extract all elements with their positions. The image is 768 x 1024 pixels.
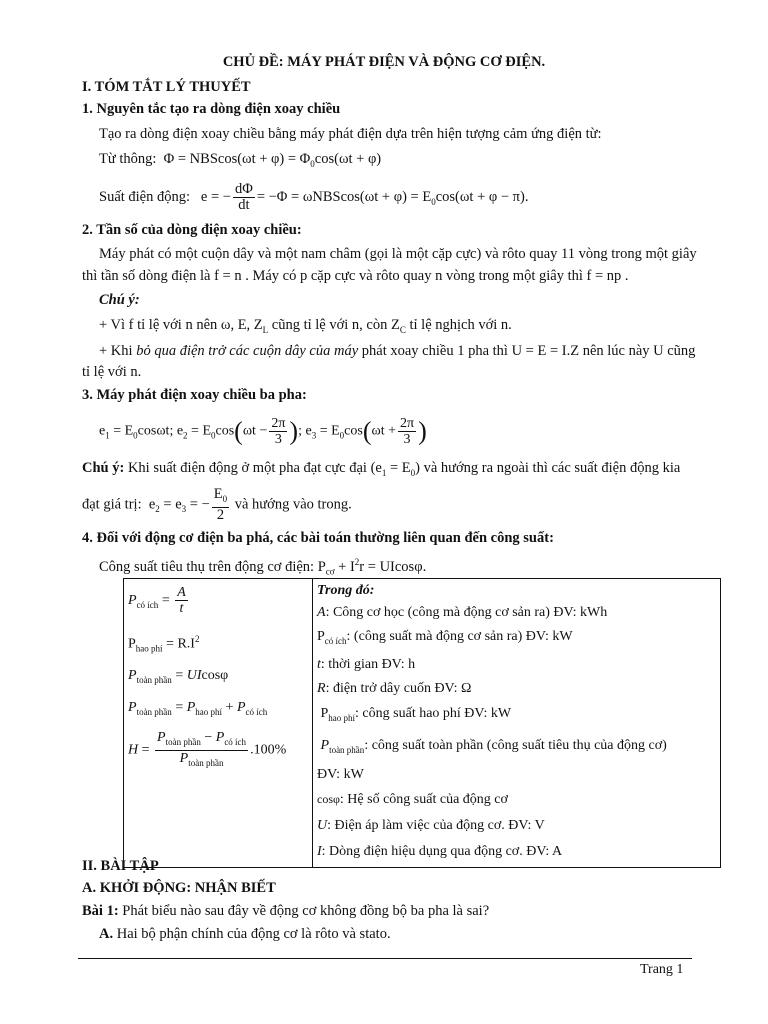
formula-table — [123, 578, 721, 868]
three-phase-formula: $e_1 = E_0\cos\omega t$; $e_2 = E_0\cos(\omega t$ − $\frac{2\pi}{3}$ ); $e_3 = E_0\cos(\omega t$ + $\frac{2\pi}{3}$ ) — [99, 416, 427, 447]
page-number: Trang 1 — [640, 962, 684, 977]
three-phase-note: Chú ý: Khi suất điện động ở một pha đạt cực đại $(e_1 = E_0)$ và hướng ra ngoài thì các suất điện động kia — [82, 460, 681, 478]
def-total-power: $P_{toàn phần}$: công suất toàn phần (công suất tiêu thụ của động cơ) — [320, 737, 667, 755]
flux-line — [99, 149, 381, 174]
answer-a: A. Hai bộ phận chính của động cơ là rôto và stato. — [99, 926, 391, 942]
flux-label: Từ thông: — [99, 151, 157, 167]
definitions-cell — [313, 579, 721, 868]
footer-divider — [78, 958, 692, 959]
subheading-1: 1. Nguyên tắc tạo ra dòng điện xoay chiều — [82, 101, 341, 117]
def-loss-power: $P_{hao phí}$: công suất hao phí ĐV: kW — [317, 705, 512, 723]
formula-p-useful: $P_{có ích}$ = $\frac{A}{t}$ — [128, 585, 186, 617]
doc-title: CHỦ ĐỀ: MÁY PHÁT ĐIỆN VÀ ĐỘNG CƠ ĐIỆN. — [222, 54, 546, 70]
subheading-3: 3. Máy phát điện xoay chiều ba pha: — [82, 387, 307, 403]
paragraph-frequency-2: thì tần số dòng điện là f = n . Máy có p cặp cực và rôto quay n vòng trong một giây thì f = np . — [82, 268, 629, 284]
note-line-2: + Khi bỏ qua điện trở các cuộn dây của máy phát xoay chiều 1 pha thì U = E = I.Z nên lúc này U cũng — [99, 343, 696, 359]
formula-efficiency: H = $\frac{P_{toàn phần} - P_{có ích}}{P_{toàn phần}}$ .100% — [128, 729, 287, 768]
def-work: A: Công cơ học (công mà động cơ sản ra) ĐV: kWh — [317, 605, 608, 620]
paragraph-intro: Tạo ra dòng điện xoay chiều bằng máy phát điện dựa trên hiện tượng cảm ứng điện từ: — [99, 126, 602, 142]
section-heading-theory: I. TÓM TẮT LÝ THUYẾT — [82, 79, 251, 95]
def-resistance: R: điện trở dây cuốn ĐV: Ω — [317, 680, 472, 696]
def-time: t: thời gian ĐV: h — [317, 656, 416, 672]
def-current: I: Dòng điện hiệu dụng qua động cơ. ĐV: A — [317, 844, 563, 860]
exercise-subheading: A. KHỞI ĐỘNG: NHẬN BIẾT — [82, 880, 276, 896]
flux-formula: $\Phi = NBScos(\omega t + \varphi) = \Phi_0\cos(\omega t + \varphi)$ — [160, 151, 382, 169]
def-voltage: U: Điện áp làm việc của động cơ. ĐV: V — [317, 818, 545, 834]
note-label: Chú ý: — [99, 292, 140, 308]
subheading-2: 2. Tần số của dòng điện xoay chiều: — [82, 222, 302, 238]
emf-line — [99, 182, 528, 217]
note-line-1: + Vì f tỉ lệ với n nên ω, E, $Z_L$ cũng tỉ lệ với n, còn $Z_C$ tỉ lệ nghịch với n. — [99, 317, 512, 335]
power-line: Công suất tiêu thụ trên động cơ điện: $P_{cơ} + I^2r = UIcos\varphi$. — [99, 557, 427, 577]
question-1: Bài 1: Phát biểu nào sau đây về động cơ không đồng bộ ba pha là sai? — [82, 903, 490, 919]
emf-formula: e = − $\frac{d\Phi}{dt}$ = $-\Phi = \omega NBScos(\omega t + \varphi) = E_0\cos(\omega t + \varphi - \pi)$. — [193, 181, 529, 214]
note-line-2b: tỉ lệ với n. — [82, 364, 142, 380]
formula-p-total: $P_{toàn phần} = UIcos\varphi$ — [128, 668, 229, 686]
def-useful-power: $P_{có ích}$: (công suất mà động cơ sản ra) ĐV: kW — [317, 629, 573, 646]
emf-label: Suất điện động: — [99, 189, 191, 205]
definitions-title: Trong đó: — [317, 583, 375, 598]
def-total-power-unit: ĐV: kW — [317, 767, 364, 783]
subheading-4: 4. Đối với động cơ điện ba phá, các bài toán thường liên quan đến công suất: — [82, 530, 554, 546]
formula-p-loss: $P_{hao phí} = R.I^2$ — [128, 633, 200, 654]
def-power-factor: cosφ: Hệ số công suất của động cơ — [317, 792, 508, 808]
section-heading-exercises: II. BÀI TẬP — [82, 858, 159, 874]
three-phase-note-2: đạt giá trị: $e_2 = e_3$ = − $\frac{E_0}{2}$ và hướng vào trong. — [82, 486, 352, 523]
formula-p-sum: $P_{toàn phần} = P_{hao phí} + P_{có ích}$ — [128, 700, 268, 717]
paragraph-frequency-1: Máy phát có một cuộn dây và một nam châm (gọi là một cặp cực) và rôto quay 11 vòng trong một giây — [99, 246, 697, 262]
formula-cell — [124, 579, 313, 868]
